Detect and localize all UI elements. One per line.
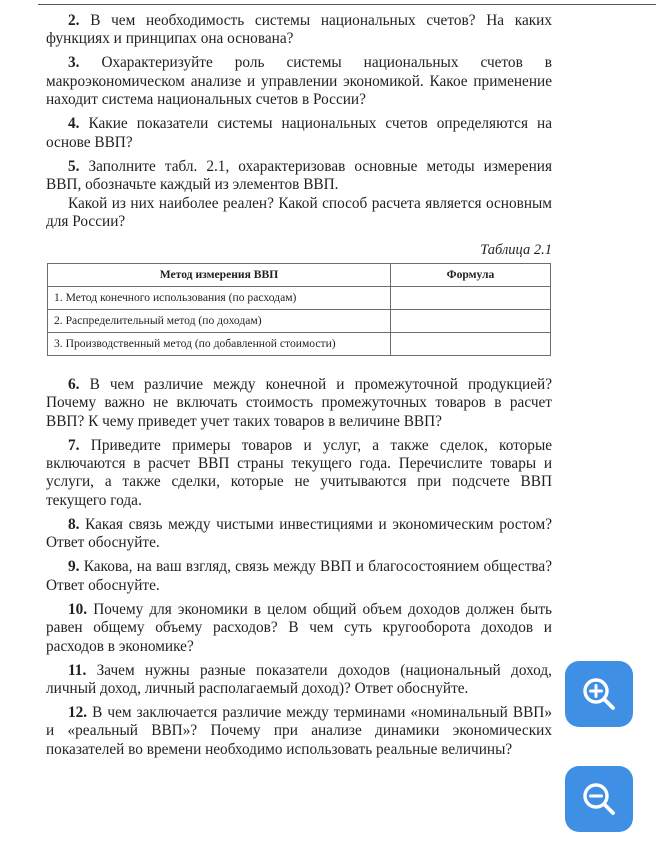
header-method: Метод измерения ВВП <box>48 263 391 286</box>
question-number: 2. <box>68 12 80 29</box>
formula-cell <box>391 309 551 332</box>
question-text: Заполните табл. 2.1, охарактеризовав основные методы измерения ВВП, обозначьте каждый из элементов ВВП. <box>46 157 552 194</box>
question-number: 3. <box>68 54 80 72</box>
formula-cell <box>391 286 551 309</box>
question-number: 9. <box>68 558 80 576</box>
question-number: 11. <box>68 661 87 679</box>
question-2 <box>46 12 552 49</box>
formula-cell <box>391 332 551 355</box>
question-number: 12. <box>68 703 88 721</box>
zoom-in-button[interactable] <box>565 661 633 727</box>
question-10 <box>46 601 552 656</box>
question-text: В чем заключается различие между терминами «номинальный ВВП» и «реальный ВВП»? Почему при анализе динамики экономических показателей во времени необходимо использовать реальные величины? <box>46 703 552 758</box>
method-cell: 1. Метод конечного использования (по расходам) <box>48 286 391 309</box>
question-number: 7. <box>68 436 80 454</box>
question-number: 4. <box>68 115 80 133</box>
header-formula: Формула <box>391 263 551 286</box>
gdp-methods-table <box>47 263 551 356</box>
question-11 <box>46 662 552 699</box>
question-12 <box>46 704 552 759</box>
method-cell: 3. Производственный метод (по добавленной стоимости) <box>48 332 391 355</box>
question-7 <box>46 437 552 511</box>
method-cell: 2. Распределительный метод (по доходам) <box>48 309 391 332</box>
top-rule <box>38 4 656 5</box>
table-header-row <box>48 263 551 286</box>
question-number: 5. <box>68 157 80 175</box>
question-9 <box>46 558 552 595</box>
question-text: Какие показатели системы национальных счетов определяются на основе ВВП? <box>46 115 552 151</box>
question-number: 8. <box>68 515 80 533</box>
question-text: Почему для экономики в целом общий объем доходов должен быть равен общему объему расходов? В чем суть кругооборота доходов и расходов в экономике? <box>46 600 552 655</box>
question-number: 10. <box>68 600 88 618</box>
question-4 <box>46 115 552 152</box>
question-8 <box>46 516 552 553</box>
zoom-in-icon <box>579 674 619 714</box>
table-row <box>48 332 551 355</box>
table-caption: Таблица 2.1 <box>480 241 552 258</box>
question-text: В чем различие между конечной и промежуточной продукцией? Почему важно не включать стоимость промежуточных товаров в расчет ВВП? К чему приведет учет таких товаров в величине ВВП? <box>46 375 553 430</box>
table-row <box>48 309 551 332</box>
question-text: Какова, на ваш взгляд, связь между ВВП и благосостоянием общества? Ответ обоснуйте. <box>46 558 552 594</box>
question-6 <box>46 376 552 431</box>
zoom-out-button[interactable] <box>565 766 633 832</box>
question-5-continuation: Какой из них наиболее реален? Какой способ расчета является основным для России? <box>46 195 552 231</box>
table-row <box>48 286 551 309</box>
question-text: В чем необходимость системы национальных счетов? На каких функциях и принципах она основана? <box>46 12 553 48</box>
document-page <box>46 12 552 765</box>
question-5 <box>46 158 552 195</box>
question-text: Приведите примеры товаров и услуг, а также сделок, которые включаются в расчет ВВП страны текущего года. Перечислите товары и услуги, а также сделки, которые не учитываются при подсчете ВВП текущего года. <box>46 436 553 509</box>
question-text: Какая связь между чистыми инвестициями и экономическим ростом? Ответ обоснуйте. <box>46 515 552 552</box>
question-3 <box>46 54 552 109</box>
question-text: Зачем нужны разные показатели доходов (национальный доход, личный доход, личный располагаемый доход)? Ответ обоснуйте. <box>46 661 552 697</box>
zoom-out-icon <box>579 779 619 819</box>
question-number: 6. <box>68 375 80 393</box>
question-text: Охарактеризуйте роль системы национальных счетов в макроэкономическом анализе и управлении экономикой. Какое применение находит система национальных счетов в России? <box>46 54 553 109</box>
